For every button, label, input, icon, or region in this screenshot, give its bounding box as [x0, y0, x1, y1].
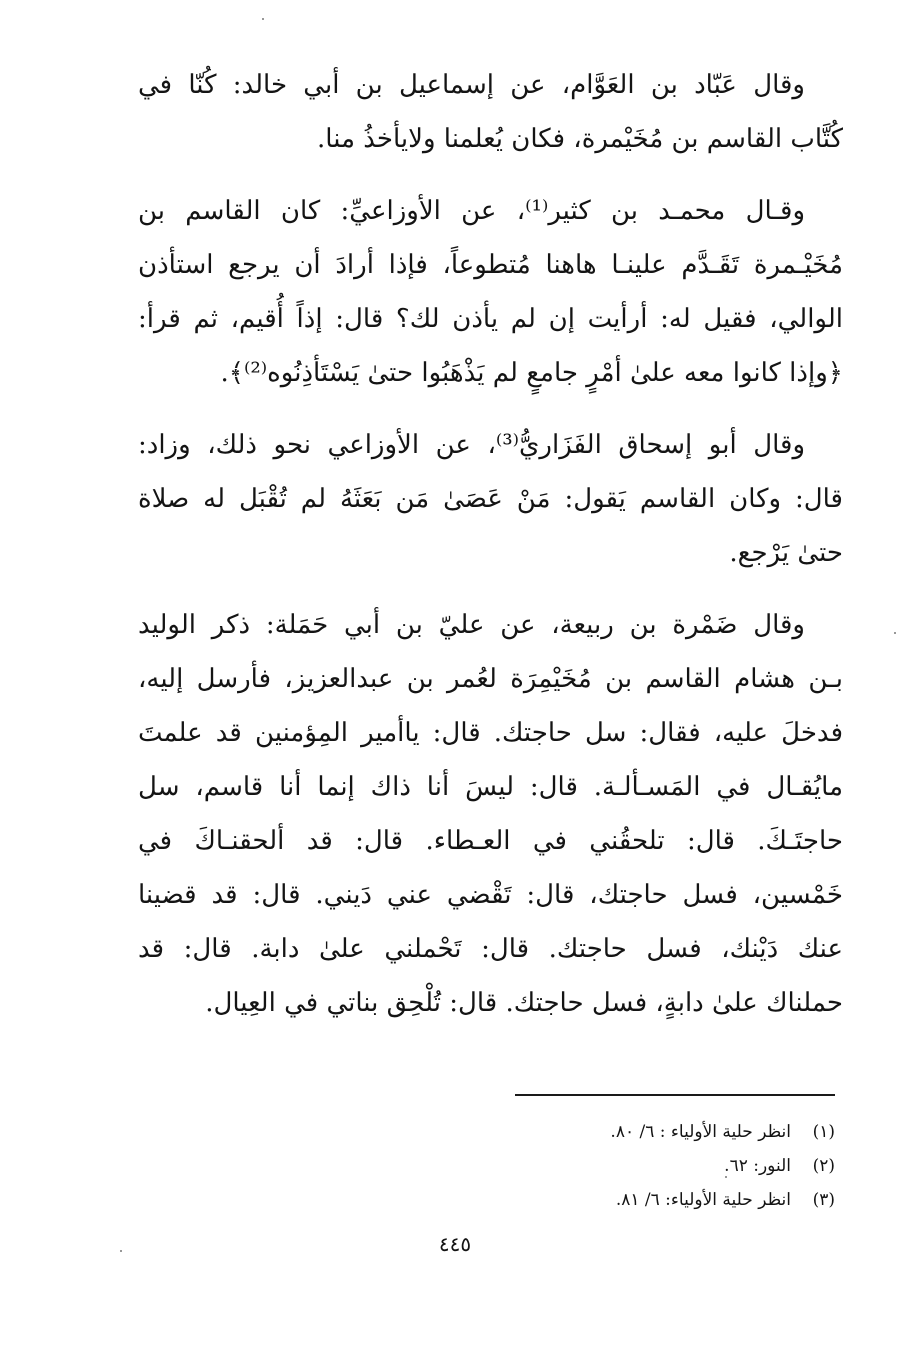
text-line: وقال ضَمْرة بن ربيعة، عن عليّ بن أبي حَمَلة: ذكر الوليد [138, 610, 805, 640]
footnote-2 [300, 1149, 835, 1183]
text-line: وقال عَبّاد بن العَوَّام، عن إسماعيل بن أبي خالد: كُنّا في [138, 70, 805, 100]
footnote-number: (١) [812, 1122, 835, 1142]
page-number: ٤٤٥ [438, 1232, 472, 1256]
footnotes [300, 1115, 835, 1217]
text-line: بـن هشام القاسم بن مُخَيْمِرَة لعُمر بن عبدالعزيز، فأرسل إليه، [138, 664, 843, 694]
text-line: فدخلَ عليه، فقال: سل حاجتك. قال: ياأمير المِؤمنين قد علمتَ [138, 718, 843, 748]
paragraph-1 [138, 58, 843, 166]
text-line: ﴿وإذا كانوا معه علىٰ أمْرٍ جامعٍ لم يَذْهَبُوا حتىٰ يَسْتَأذِنُوه⁽²⁾﴾. [220, 358, 843, 388]
scan-speck [120, 1250, 122, 1252]
text-line: قال: وكان القاسم يَقول: مَنْ عَصَىٰ مَن بَعَثَهُ لم تُقْبَل له صلاة [138, 484, 843, 514]
text-line: وقال أبو إسحاق الفَزَاريُّ⁽³⁾، عن الأوزاعي نحو ذلك، وزاد: [138, 430, 805, 460]
paragraph-3 [138, 418, 843, 580]
footnote-text: انظر حلية الأولياء : ٦/ ٨٠. [610, 1122, 791, 1142]
text-line: حتىٰ يَرْجع. [729, 538, 843, 568]
main-text [138, 58, 843, 1048]
text-line: مايُقـال في المَسـألـة. قال: ليسَ أنا ذاك إنما أنا قاسم، سل [138, 772, 843, 802]
scan-speck [725, 1176, 727, 1178]
paragraph-2 [138, 184, 843, 400]
text-line: مُخَيْـمرة تَقَـدَّم علينـا هاهنا مُتطوعاً، فإذا أرادَ أن يرجع استأذن [138, 250, 843, 280]
text-line: عنك دَيْنك، فسل حاجتك. قال: تَحْملني علىٰ دابة. قال: قد [138, 934, 843, 964]
footnote-number: (٢) [812, 1156, 835, 1176]
text-line: حملناك علىٰ دابةٍ، فسل حاجتك. قال: تُلْحِق بناتي في العِيال. [205, 988, 843, 1018]
footnote-text: النور: ٦٢. [724, 1156, 791, 1176]
text-line: حاجتَـكَ. قال: تلحقُني في العـطاء. قال: قد ألحقنـاكَ في [138, 826, 843, 856]
scan-speck [894, 632, 896, 634]
text-line: كُتَّاب القاسم بن مُخَيْمرة، فكان يُعلمنا ولايأخذُ منا. [317, 124, 843, 154]
footnote-separator [515, 1094, 835, 1096]
text-line: الوالي، فقيل له: أرأيت إن لم يأذن لك؟ قال: إذاً أُقيم، ثم قرأ: [138, 304, 843, 334]
footnote-number: (٣) [812, 1190, 835, 1210]
footnote-text: انظر حلية الأولياء: ٦/ ٨١. [615, 1190, 791, 1210]
footnote-3 [300, 1183, 835, 1217]
scan-speck [262, 18, 264, 20]
paragraph-4 [138, 598, 843, 1030]
text-line: وقـال محمـد بن كثير⁽¹⁾، عن الأوزاعيِّ: كان القاسم بن [138, 196, 805, 226]
text-line: خَمْسين، فسل حاجتك، قال: تَقْضي عني دَيني. قال: قد قضينا [138, 880, 843, 910]
footnote-1 [300, 1115, 835, 1149]
